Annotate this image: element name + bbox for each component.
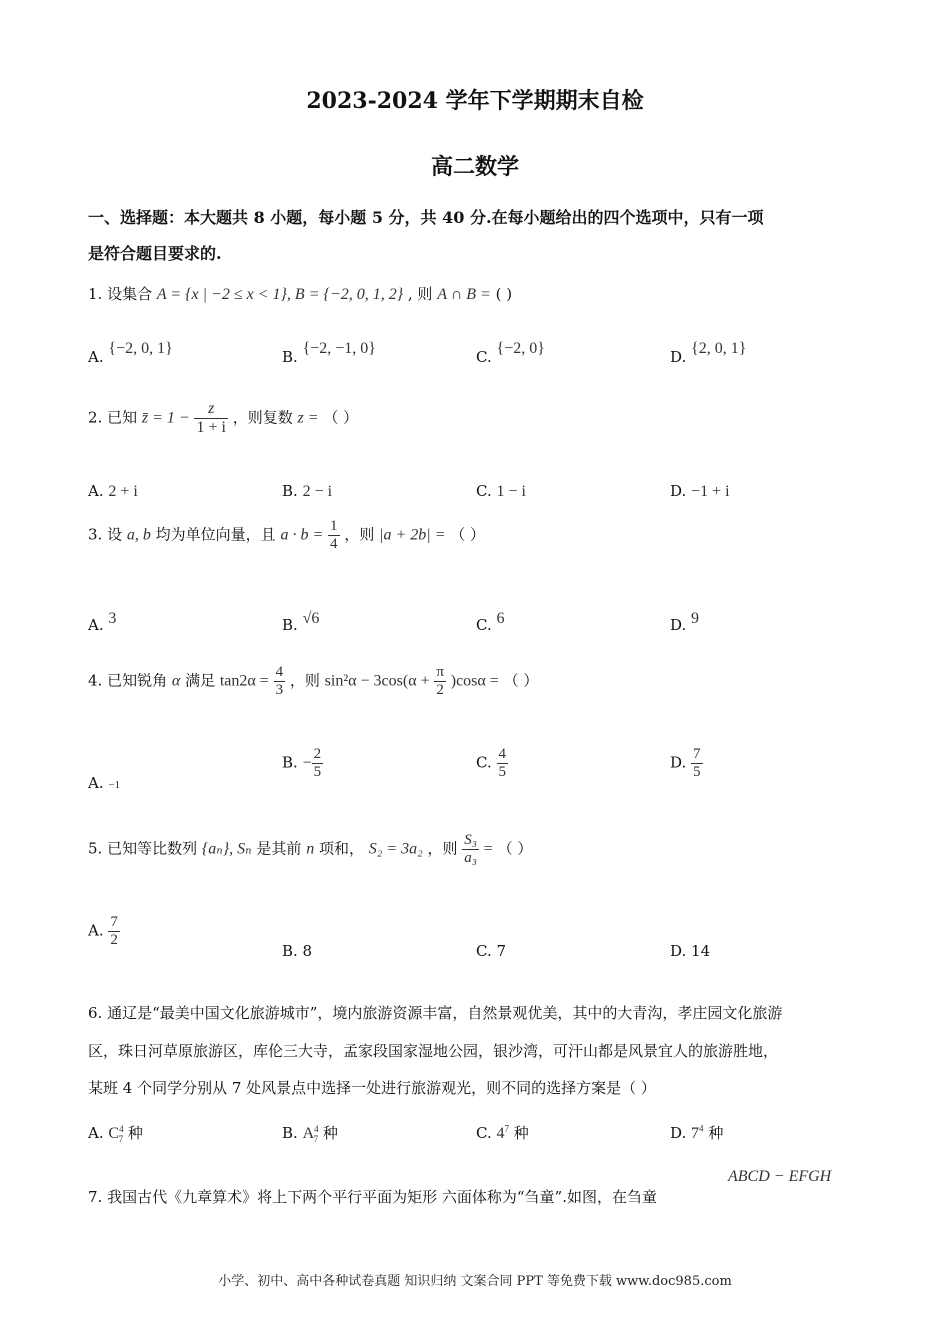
q2-option-d[interactable] — [670, 482, 730, 501]
question-2 — [88, 400, 358, 437]
fraction-denominator: 3 — [275, 682, 284, 698]
option-value: 2 − i — [302, 483, 333, 500]
q4-option-b[interactable] — [282, 746, 323, 781]
section-heading: 一、选择题：本大题共 8 小题，每小题 5 分，共 40 分.在每小题给出的四个选项中，只有一项 — [88, 208, 764, 227]
option-value: {−2, 0} — [496, 340, 545, 357]
question-3-mid-2: ，则 — [344, 525, 375, 544]
q3-option-c[interactable] — [476, 610, 505, 634]
option-unit: 种 — [322, 1124, 338, 1142]
option-letter: A. — [88, 482, 104, 500]
question-4-var: α — [171, 672, 181, 690]
question-1-paren: ( ) — [495, 285, 513, 303]
question-4-paren: （ ） — [503, 671, 539, 690]
question-5-mid-2: 项和， — [319, 839, 365, 858]
fraction-numerator: 2 — [313, 746, 322, 762]
question-1 — [88, 283, 512, 304]
q4-option-d[interactable] — [670, 746, 703, 781]
option-fraction — [497, 746, 509, 781]
q1-option-c[interactable] — [476, 340, 545, 366]
option-value: √6 — [302, 610, 320, 627]
question-3-formula: a · b = — [280, 526, 324, 544]
question-2-prefix: 2. 已知 — [88, 408, 138, 427]
option-letter: C. — [476, 482, 492, 500]
q6-option-a[interactable] — [88, 1122, 143, 1144]
q6-option-c[interactable] — [476, 1122, 529, 1143]
option-value: 1 − i — [496, 483, 526, 500]
q4-option-a[interactable] — [88, 774, 120, 792]
question-3-formula-2: |a + 2b| = — [379, 526, 446, 544]
q4-option-c[interactable] — [476, 746, 508, 781]
option-value: −1 + i — [691, 483, 730, 500]
question-4-pi-fraction — [434, 664, 446, 699]
option-letter: B. — [282, 1124, 298, 1142]
fraction-denominator: a₃ — [464, 850, 478, 866]
q6-option-b[interactable] — [282, 1122, 338, 1144]
question-4-mid: 满足 — [185, 671, 216, 690]
fraction-denominator: 1 + i — [196, 419, 226, 436]
question-1-prefix: 1. 设集合 — [88, 285, 153, 303]
fraction-numerator: S₃ — [464, 832, 478, 848]
q5-option-b[interactable]: B. 8 — [282, 942, 313, 960]
option-value: −1 — [108, 779, 121, 791]
option-letter: D. — [670, 482, 687, 500]
question-2-mid: ，则复数 — [232, 408, 293, 427]
option-letter: A. — [88, 348, 104, 366]
option-letter: C. — [476, 348, 492, 366]
fraction-numerator: 1 — [330, 518, 338, 534]
fraction-denominator: 2 — [434, 681, 446, 699]
question-3 — [88, 518, 485, 553]
question-5-formula: {aₙ}, Sₙ — [201, 840, 252, 858]
fraction-numerator: 4 — [275, 664, 284, 680]
q1-option-a[interactable] — [88, 340, 173, 366]
question-6-line-1: 6. 通辽是“最美中国文化旅游城市”，境内旅游资源丰富，自然景观优美，其中的大青沟，孝庄园文化旅游 — [88, 1004, 783, 1022]
q1-option-d[interactable] — [670, 340, 746, 366]
question-5 — [88, 832, 532, 867]
question-3-fraction — [328, 518, 340, 553]
question-5-formula-2: S₂ = 3a₂ — [368, 840, 423, 858]
q2-option-b[interactable] — [282, 482, 332, 501]
fraction-numerator: z — [208, 400, 215, 417]
question-4-formula: tan2α = — [219, 672, 269, 690]
fraction-denominator: 5 — [313, 764, 322, 780]
option-value: {2, 0, 1} — [691, 340, 747, 357]
fraction-denominator: 4 — [330, 536, 338, 552]
question-4-formula-3: )cosα = — [450, 672, 499, 690]
option-value: {−2, −1, 0} — [302, 340, 376, 357]
option-sign: − — [302, 754, 312, 772]
question-5-var: n — [306, 840, 315, 858]
option-unit: 种 — [708, 1124, 724, 1142]
option-fraction — [691, 746, 703, 781]
option-letter: D. — [670, 348, 687, 366]
page-footer: 小学、初中、高中各种试卷真题 知识归纳 文案合同 PPT 等免费下载 www.doc985.com — [218, 1274, 732, 1289]
question-3-paren: （ ） — [450, 525, 486, 544]
option-value: $4^7$ — [496, 1123, 509, 1142]
option-letter: B. — [282, 616, 298, 634]
exam-subject: 高二数学 — [430, 154, 519, 180]
question-4-fraction — [274, 664, 286, 699]
option-letter: C. — [476, 616, 492, 634]
q2-option-a[interactable] — [88, 482, 138, 501]
q3-option-b[interactable] — [282, 610, 319, 634]
question-4-formula-2: sin²α − 3cos(α + — [324, 672, 430, 690]
question-1-formula-2: A ∩ B = — [437, 286, 491, 303]
option-unit: 种 — [127, 1124, 143, 1142]
option-letter: C. — [476, 753, 492, 772]
option-value: $7^4$ — [691, 1123, 704, 1142]
q5-option-c[interactable]: C. 7 — [476, 942, 507, 960]
question-5-paren: （ ） — [497, 839, 533, 858]
option-letter: B. — [282, 753, 298, 772]
q1-option-b[interactable] — [282, 340, 376, 366]
question-5-mid-3: ，则 — [427, 839, 458, 858]
question-3-prefix: 3. 设 — [88, 525, 123, 544]
option-value: 3 — [108, 610, 117, 627]
question-2-formula: z̄ = 1 − — [141, 409, 190, 427]
option-value: 2 + i — [108, 483, 138, 500]
q3-option-d[interactable] — [670, 610, 699, 634]
question-7-formula: ABCD − EFGH — [728, 1168, 832, 1185]
option-letter: A. — [88, 774, 104, 792]
option-letter: D. — [670, 1124, 687, 1142]
q6-option-d[interactable] — [670, 1122, 723, 1143]
question-3-mid: 均为单位向量，且 — [155, 525, 276, 544]
option-fraction — [108, 914, 120, 949]
q5-option-a[interactable] — [88, 914, 120, 949]
exam-title: 2023-2024 学年下学期期末自检 — [306, 88, 644, 114]
option-letter: A. — [88, 1124, 104, 1142]
option-fraction — [312, 746, 324, 781]
q3-option-a[interactable] — [88, 610, 116, 634]
option-letter: B. — [282, 482, 298, 500]
option-unit: 种 — [513, 1124, 529, 1142]
fraction-denominator: 5 — [693, 764, 701, 780]
option-value: 9 — [691, 610, 700, 627]
question-1-mid: , 则 — [407, 285, 433, 303]
question-4-mid-2: ，则 — [289, 671, 320, 690]
option-value: 6 — [496, 610, 505, 627]
fraction-denominator: 2 — [110, 932, 118, 948]
fraction-numerator: 7 — [693, 746, 701, 762]
question-4-prefix: 4. 已知锐角 — [88, 671, 168, 690]
option-letter: A. — [88, 921, 104, 940]
fraction-numerator: 7 — [110, 914, 118, 930]
q5-option-d[interactable]: D. 14 — [670, 942, 711, 960]
option-letter: A. — [88, 616, 104, 634]
fraction-denominator: 5 — [498, 764, 506, 780]
question-6-line-3: 某班 4 个同学分别从 7 处风景点中选择一处进行旅游观光，则不同的选择方案是（ ） — [88, 1079, 656, 1097]
option-value: $C^4_7$ — [108, 1124, 124, 1145]
fraction-numerator: 4 — [498, 746, 506, 762]
option-value: $A^4_7$ — [302, 1124, 319, 1145]
question-2-fraction — [194, 400, 227, 437]
fraction-numerator: π — [436, 664, 444, 680]
option-letter: D. — [670, 753, 687, 772]
question-3-vars: a, b — [126, 526, 151, 544]
question-5-mid: 是其前 — [256, 839, 302, 858]
question-5-equals: = — [483, 840, 493, 858]
question-2-formula-2: z = — [297, 409, 319, 427]
option-letter: C. — [476, 1124, 492, 1142]
option-letter: B. — [282, 348, 298, 366]
question-6-line-2: 区，珠日河草原旅游区，库伦三大寺，孟家段国家湿地公园，银沙湾，可汗山都是风景宜人的旅游胜地， — [88, 1042, 779, 1060]
q2-option-c[interactable] — [476, 482, 526, 501]
question-4 — [88, 664, 538, 699]
section-heading-cont: 是符合题目要求的. — [88, 244, 222, 263]
question-5-fraction — [462, 832, 479, 867]
question-1-formula: A = {x | −2 ≤ x < 1}, B = {−2, 0, 1, 2} — [156, 286, 404, 303]
option-value: {−2, 0, 1} — [108, 340, 173, 357]
question-2-paren: （ ） — [323, 408, 359, 427]
question-5-prefix: 5. 已知等比数列 — [88, 839, 198, 858]
question-7: 7. 我国古代《九章算术》将上下两个平行平面为矩形 六面体称为“刍童”.如图，在刍童 — [88, 1188, 657, 1206]
option-letter: D. — [670, 616, 687, 634]
